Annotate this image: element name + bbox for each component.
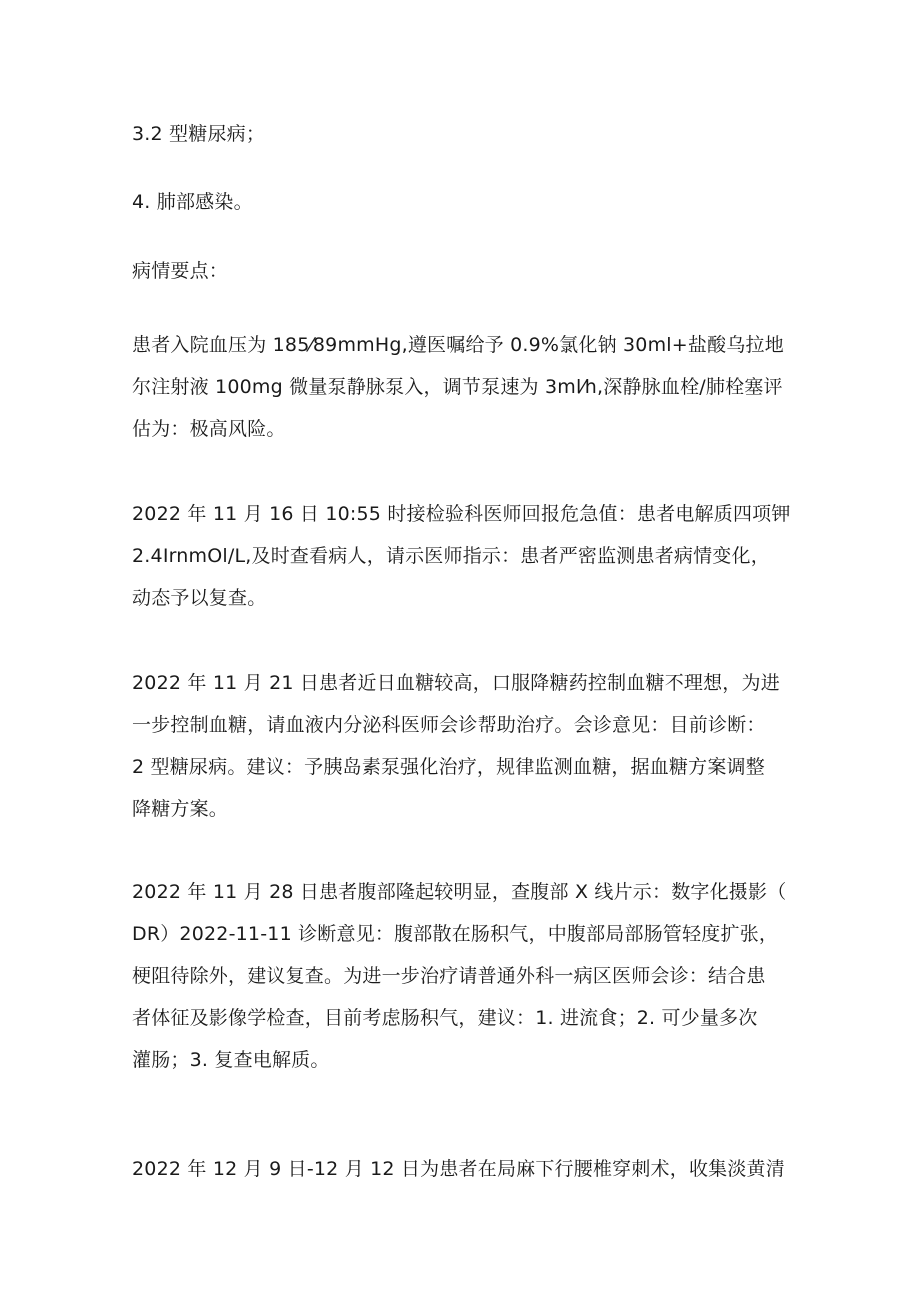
text-line: 者体征及影像学检查，目前考虑肠积气，建议：1. 进流食；2. 可少量多次: [132, 1007, 758, 1029]
text-line: DR）2022-11-11 诊断意见：腹部散在肠积气，中腹部局部肠管轻度扩张，: [132, 923, 779, 945]
text-line: 一步控制血糖，请血液内分泌科医师会诊帮助治疗。会诊意见：目前诊断：: [132, 714, 766, 736]
section-heading-key-points: [132, 250, 812, 292]
text-line: 梗阻待除外，建议复查。为进一步治疗请普通外科一病区医师会诊：结合患: [132, 965, 766, 987]
paragraph-lumbar-puncture: [132, 1148, 812, 1190]
text-line: 尔注射液 100mg 微量泵静脉泵入，调节泵速为 3ml⁄h,深静脉血栓/肺栓塞评: [132, 376, 783, 398]
text-line: 降糖方案。: [132, 798, 229, 820]
text-line: 2022 年 11 月 28 日患者腹部隆起较明显，查腹部 X 线片示：数字化摄影（: [132, 881, 787, 903]
text-line: 2022 年 12 月 9 日-12 月 12 日为患者在局麻下行腰椎穿刺术，收集淡黄清: [132, 1158, 785, 1180]
paragraph-diagnosis-3: [132, 113, 812, 155]
text-line: 3.2 型糖尿病；: [132, 123, 266, 145]
text-line: 4. 肺部感染。: [132, 191, 253, 213]
text-line: 2022 年 11 月 16 日 10:55 时接检验科医师回报危急值：患者电解质四项钾: [132, 503, 791, 525]
text-line: 2.4IrnmOl/L,及时查看病人，请示医师指示：患者严密监测患者病情变化，: [132, 545, 770, 567]
text-line: 病情要点：: [132, 260, 229, 282]
text-line: 患者入院血压为 185⁄89mmHg,遵医嘱给予 0.9%氯化钠 30ml+盐酸乌拉地: [132, 334, 784, 356]
text-line: 2022 年 11 月 21 日患者近日血糖较高，口服降糖药控制血糖不理想，为进: [132, 672, 780, 694]
paragraph-abdominal-xray: [132, 871, 812, 1081]
paragraph-admission-bp: [132, 324, 812, 450]
paragraph-critical-value: [132, 493, 812, 619]
paragraph-diagnosis-4: [132, 181, 812, 223]
text-line: 动态予以复查。: [132, 587, 267, 609]
paragraph-blood-glucose: [132, 662, 812, 830]
text-line: 估为：极高风险。: [132, 418, 286, 440]
text-line: 灌肠；3. 复查电解质。: [132, 1049, 330, 1071]
text-line: 2 型糖尿病。建议：予胰岛素泵强化治疗，规律监测血糖，据血糖方案调整: [132, 756, 765, 778]
